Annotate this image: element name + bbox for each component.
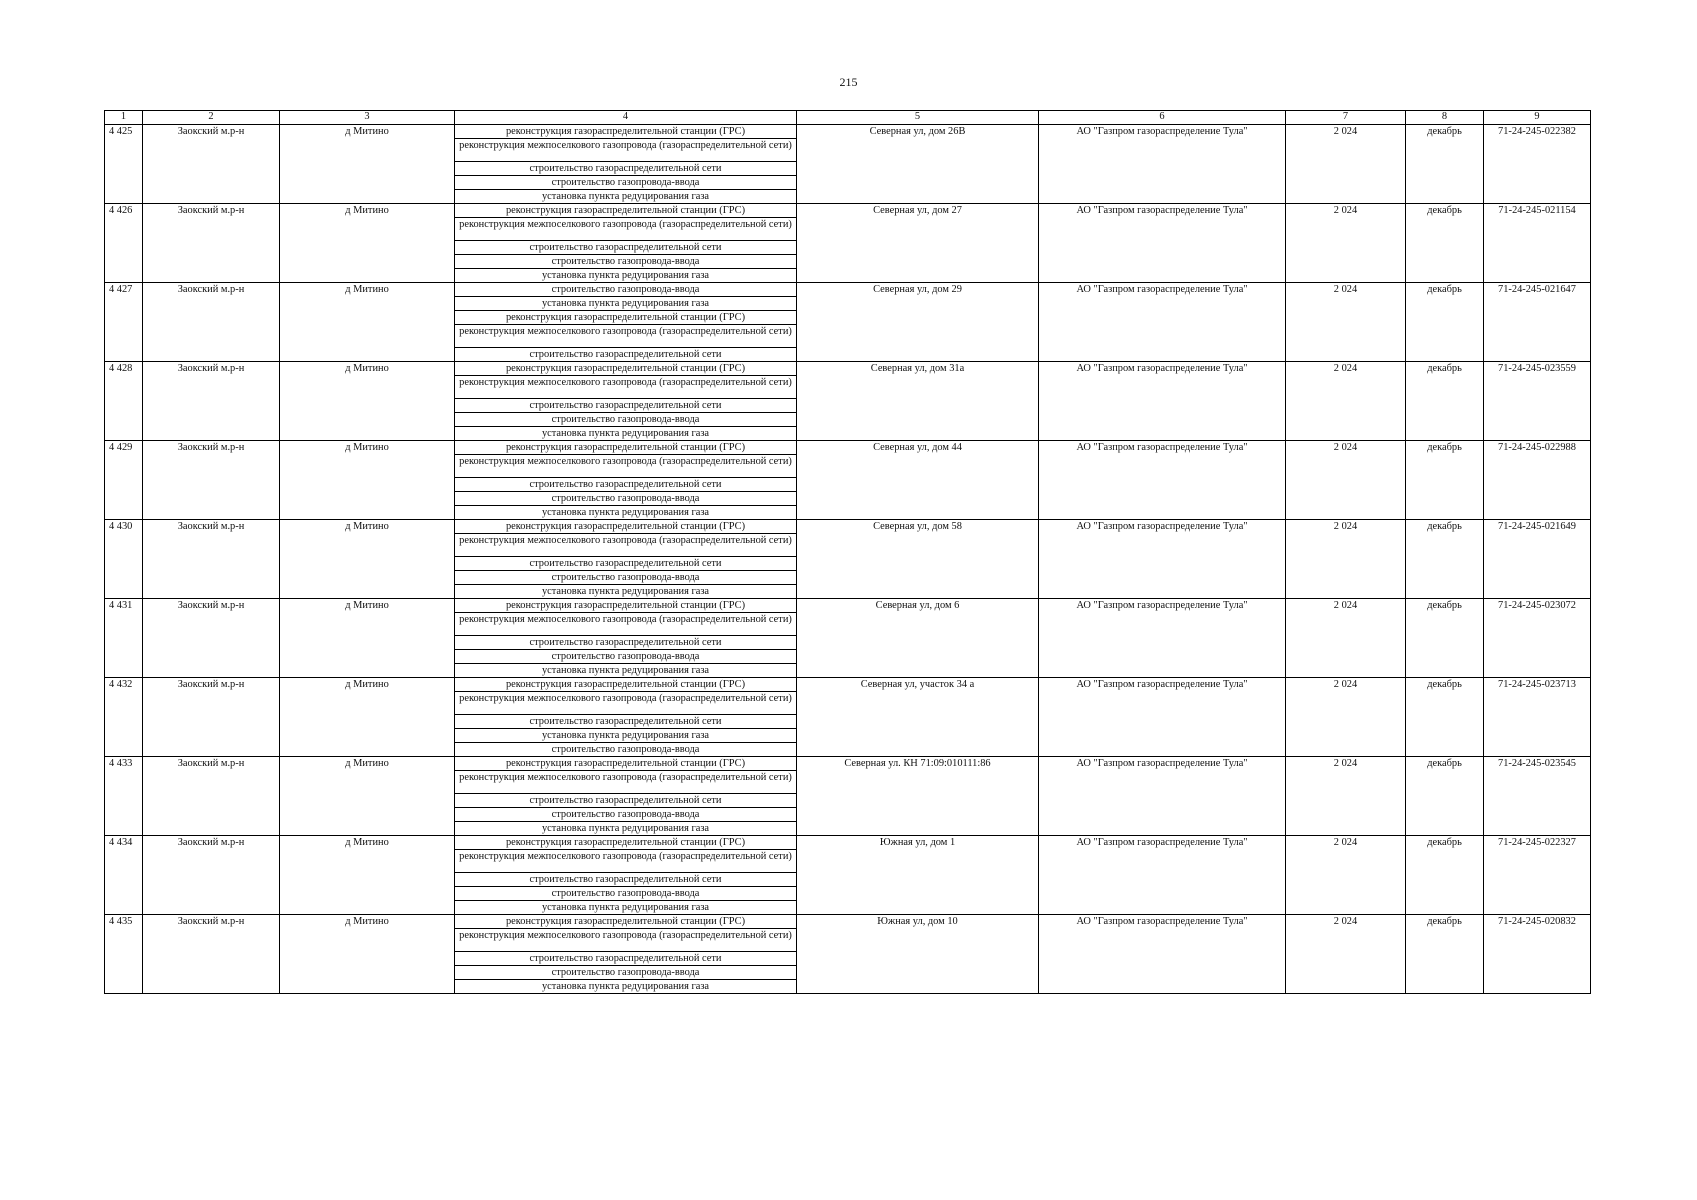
organization-cell: АО "Газпром газораспределение Тула" — [1039, 125, 1286, 204]
work-item: реконструкция межпоселкового газопровода (газораспределительной сети) — [455, 771, 797, 794]
work-item: установка пункта редуцирования газа — [455, 190, 797, 204]
code-cell: 71-24-245-021647 — [1484, 283, 1591, 362]
work-item: строительство газопровода-ввода — [455, 743, 797, 757]
work-item: реконструкция межпоселкового газопровода (газораспределительной сети) — [455, 139, 797, 162]
code-cell: 71-24-245-023559 — [1484, 362, 1591, 441]
work-item: реконструкция межпоселкового газопровода (газораспределительной сети) — [455, 325, 797, 348]
work-item: строительство газораспределительной сети — [455, 241, 797, 255]
code-cell: 71-24-245-023713 — [1484, 678, 1591, 757]
settlement-cell: д Митино — [280, 915, 455, 994]
column-number: 1 — [105, 111, 143, 125]
work-item: строительство газопровода-ввода — [455, 413, 797, 427]
work-item: реконструкция межпоселкового газопровода (газораспределительной сети) — [455, 692, 797, 715]
address-cell: Южная ул, дом 1 — [797, 836, 1039, 915]
year-cell: 2 024 — [1286, 125, 1406, 204]
table-row — [105, 757, 1591, 771]
month-cell: декабрь — [1406, 362, 1484, 441]
settlement-cell: д Митино — [280, 283, 455, 362]
record-number: 4 433 — [105, 757, 143, 836]
table-row — [105, 283, 1591, 297]
work-item: строительство газопровода-ввода — [455, 966, 797, 980]
district-cell: Заокский м.р-н — [143, 836, 280, 915]
column-number: 8 — [1406, 111, 1484, 125]
year-cell: 2 024 — [1286, 520, 1406, 599]
settlement-cell: д Митино — [280, 204, 455, 283]
work-item: строительство газораспределительной сети — [455, 162, 797, 176]
month-cell: декабрь — [1406, 283, 1484, 362]
code-cell: 71-24-245-020832 — [1484, 915, 1591, 994]
work-item: реконструкция газораспределительной станции (ГРС) — [455, 204, 797, 218]
work-item: строительство газораспределительной сети — [455, 794, 797, 808]
work-item: реконструкция газораспределительной станции (ГРС) — [455, 678, 797, 692]
organization-cell: АО "Газпром газораспределение Тула" — [1039, 441, 1286, 520]
work-item: строительство газопровода-ввода — [455, 650, 797, 664]
organization-cell: АО "Газпром газораспределение Тула" — [1039, 599, 1286, 678]
district-cell: Заокский м.р-н — [143, 441, 280, 520]
work-item: строительство газораспределительной сети — [455, 873, 797, 887]
address-cell: Северная ул, дом 58 — [797, 520, 1039, 599]
column-number: 4 — [455, 111, 797, 125]
table-row — [105, 204, 1591, 218]
year-cell: 2 024 — [1286, 362, 1406, 441]
work-item: строительство газопровода-ввода — [455, 808, 797, 822]
work-item: реконструкция межпоселкового газопровода (газораспределительной сети) — [455, 534, 797, 557]
address-cell: Северная ул, дом 31а — [797, 362, 1039, 441]
work-item: строительство газораспределительной сети — [455, 715, 797, 729]
work-item: установка пункта редуцирования газа — [455, 427, 797, 441]
work-item: установка пункта редуцирования газа — [455, 297, 797, 311]
code-cell: 71-24-245-023545 — [1484, 757, 1591, 836]
organization-cell: АО "Газпром газораспределение Тула" — [1039, 204, 1286, 283]
work-item: реконструкция межпоселкового газопровода (газораспределительной сети) — [455, 218, 797, 241]
record-number: 4 435 — [105, 915, 143, 994]
month-cell: декабрь — [1406, 520, 1484, 599]
year-cell: 2 024 — [1286, 441, 1406, 520]
work-item: реконструкция межпоселкового газопровода (газораспределительной сети) — [455, 455, 797, 478]
month-cell: декабрь — [1406, 599, 1484, 678]
record-number: 4 425 — [105, 125, 143, 204]
code-cell: 71-24-245-021649 — [1484, 520, 1591, 599]
table-row — [105, 915, 1591, 929]
column-number: 9 — [1484, 111, 1591, 125]
organization-cell: АО "Газпром газораспределение Тула" — [1039, 915, 1286, 994]
district-cell: Заокский м.р-н — [143, 678, 280, 757]
work-item: реконструкция газораспределительной станции (ГРС) — [455, 520, 797, 534]
settlement-cell: д Митино — [280, 836, 455, 915]
settlement-cell: д Митино — [280, 678, 455, 757]
column-number: 2 — [143, 111, 280, 125]
code-cell: 71-24-245-023072 — [1484, 599, 1591, 678]
work-item: реконструкция газораспределительной станции (ГРС) — [455, 311, 797, 325]
column-number: 5 — [797, 111, 1039, 125]
record-number: 4 429 — [105, 441, 143, 520]
month-cell: декабрь — [1406, 915, 1484, 994]
address-cell: Северная ул, дом 6 — [797, 599, 1039, 678]
district-cell: Заокский м.р-н — [143, 362, 280, 441]
work-item: реконструкция межпоселкового газопровода (газораспределительной сети) — [455, 929, 797, 952]
work-item: реконструкция газораспределительной станции (ГРС) — [455, 599, 797, 613]
settlement-cell: д Митино — [280, 441, 455, 520]
work-item: установка пункта редуцирования газа — [455, 980, 797, 994]
work-item: установка пункта редуцирования газа — [455, 729, 797, 743]
month-cell: декабрь — [1406, 836, 1484, 915]
work-item: реконструкция межпоселкового газопровода (газораспределительной сети) — [455, 850, 797, 873]
work-item: установка пункта редуцирования газа — [455, 585, 797, 599]
year-cell: 2 024 — [1286, 599, 1406, 678]
month-cell: декабрь — [1406, 204, 1484, 283]
column-number: 7 — [1286, 111, 1406, 125]
organization-cell: АО "Газпром газораспределение Тула" — [1039, 836, 1286, 915]
work-item: строительство газораспределительной сети — [455, 557, 797, 571]
record-number: 4 428 — [105, 362, 143, 441]
work-item: строительство газопровода-ввода — [455, 887, 797, 901]
address-cell: Северная ул, дом 29 — [797, 283, 1039, 362]
month-cell: декабрь — [1406, 678, 1484, 757]
settlement-cell: д Митино — [280, 362, 455, 441]
record-number: 4 431 — [105, 599, 143, 678]
table-row — [105, 678, 1591, 692]
organization-cell: АО "Газпром газораспределение Тула" — [1039, 362, 1286, 441]
month-cell: декабрь — [1406, 441, 1484, 520]
table-row — [105, 362, 1591, 376]
work-item: строительство газораспределительной сети — [455, 478, 797, 492]
record-number: 4 427 — [105, 283, 143, 362]
table-row — [105, 836, 1591, 850]
settlement-cell: д Митино — [280, 599, 455, 678]
work-item: реконструкция газораспределительной станции (ГРС) — [455, 125, 797, 139]
column-number-row — [105, 111, 1591, 125]
work-item: строительство газораспределительной сети — [455, 348, 797, 362]
work-item: строительство газораспределительной сети — [455, 399, 797, 413]
work-item: реконструкция газораспределительной станции (ГРС) — [455, 836, 797, 850]
code-cell: 71-24-245-022382 — [1484, 125, 1591, 204]
year-cell: 2 024 — [1286, 836, 1406, 915]
district-cell: Заокский м.р-н — [143, 915, 280, 994]
work-item: установка пункта редуцирования газа — [455, 269, 797, 283]
address-cell: Северная ул. КН 71:09:010111:86 — [797, 757, 1039, 836]
month-cell: декабрь — [1406, 125, 1484, 204]
address-cell: Северная ул, участок 34 а — [797, 678, 1039, 757]
address-cell: Северная ул, дом 27 — [797, 204, 1039, 283]
address-cell: Северная ул, дом 26В — [797, 125, 1039, 204]
district-cell: Заокский м.р-н — [143, 125, 280, 204]
year-cell: 2 024 — [1286, 915, 1406, 994]
work-item: реконструкция межпоселкового газопровода (газораспределительной сети) — [455, 376, 797, 399]
work-item: реконструкция межпоселкового газопровода (газораспределительной сети) — [455, 613, 797, 636]
register-table — [104, 110, 1591, 994]
organization-cell: АО "Газпром газораспределение Тула" — [1039, 283, 1286, 362]
district-cell: Заокский м.р-н — [143, 520, 280, 599]
work-item: строительство газораспределительной сети — [455, 636, 797, 650]
year-cell: 2 024 — [1286, 283, 1406, 362]
district-cell: Заокский м.р-н — [143, 283, 280, 362]
organization-cell: АО "Газпром газораспределение Тула" — [1039, 678, 1286, 757]
address-cell: Северная ул, дом 44 — [797, 441, 1039, 520]
settlement-cell: д Митино — [280, 520, 455, 599]
work-item: реконструкция газораспределительной станции (ГРС) — [455, 757, 797, 771]
year-cell: 2 024 — [1286, 204, 1406, 283]
work-item: установка пункта редуцирования газа — [455, 664, 797, 678]
district-cell: Заокский м.р-н — [143, 599, 280, 678]
code-cell: 71-24-245-021154 — [1484, 204, 1591, 283]
work-item: строительство газораспределительной сети — [455, 952, 797, 966]
settlement-cell: д Митино — [280, 757, 455, 836]
table-row — [105, 125, 1591, 139]
table-row — [105, 520, 1591, 534]
page-number: 215 — [839, 75, 858, 89]
organization-cell: АО "Газпром газораспределение Тула" — [1039, 520, 1286, 599]
code-cell: 71-24-245-022988 — [1484, 441, 1591, 520]
organization-cell: АО "Газпром газораспределение Тула" — [1039, 757, 1286, 836]
table-row — [105, 441, 1591, 455]
work-item: установка пункта редуцирования газа — [455, 822, 797, 836]
record-number: 4 434 — [105, 836, 143, 915]
record-number: 4 426 — [105, 204, 143, 283]
work-item: реконструкция газораспределительной станции (ГРС) — [455, 362, 797, 376]
settlement-cell: д Митино — [280, 125, 455, 204]
work-item: строительство газопровода-ввода — [455, 492, 797, 506]
work-item: реконструкция газораспределительной станции (ГРС) — [455, 441, 797, 455]
record-number: 4 430 — [105, 520, 143, 599]
column-number: 6 — [1039, 111, 1286, 125]
district-cell: Заокский м.р-н — [143, 204, 280, 283]
record-number: 4 432 — [105, 678, 143, 757]
work-item: строительство газопровода-ввода — [455, 571, 797, 585]
register-body — [105, 125, 1591, 994]
table-row — [105, 599, 1591, 613]
year-cell: 2 024 — [1286, 757, 1406, 836]
work-item: строительство газопровода-ввода — [455, 283, 797, 297]
work-item: установка пункта редуцирования газа — [455, 506, 797, 520]
work-item: установка пункта редуцирования газа — [455, 901, 797, 915]
year-cell: 2 024 — [1286, 678, 1406, 757]
work-item: реконструкция газораспределительной станции (ГРС) — [455, 915, 797, 929]
district-cell: Заокский м.р-н — [143, 757, 280, 836]
column-number: 3 — [280, 111, 455, 125]
address-cell: Южная ул, дом 10 — [797, 915, 1039, 994]
month-cell: декабрь — [1406, 757, 1484, 836]
code-cell: 71-24-245-022327 — [1484, 836, 1591, 915]
work-item: строительство газопровода-ввода — [455, 176, 797, 190]
work-item: строительство газопровода-ввода — [455, 255, 797, 269]
